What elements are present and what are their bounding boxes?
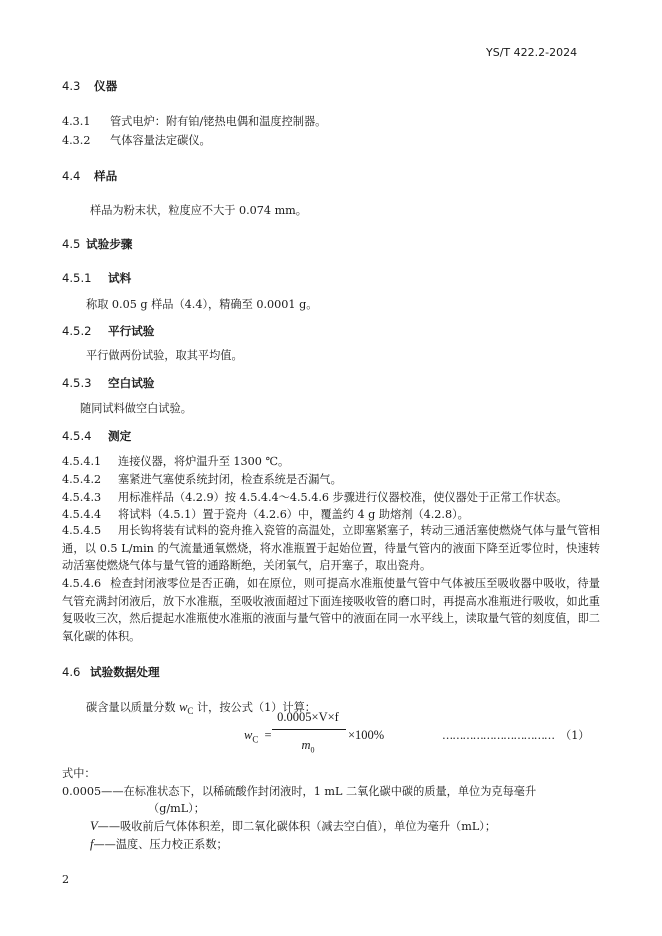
clause-4-5-4-1	[62, 454, 289, 470]
section-title: 样品	[94, 169, 118, 183]
clause-4-5-4-2	[62, 472, 342, 488]
clause-number: 4.3.2	[62, 134, 91, 147]
section-title: 试验步骤	[86, 237, 133, 251]
section-number: 4.6	[62, 665, 81, 679]
clause-4-5-4-6	[62, 575, 600, 645]
definition-text: 吸收前后气体体积差，即二氧化碳体积（减去空白值），单位为毫升（mL）；	[120, 820, 497, 833]
subsection-heading-4-5-2	[62, 323, 154, 339]
clause-4-5-4-5	[62, 522, 600, 575]
definition-text: 温度、压力校正系数；	[115, 838, 228, 851]
formula-denominator	[270, 738, 346, 755]
definition-dash: ——	[97, 820, 121, 833]
subsection-title: 空白试验	[108, 376, 155, 390]
subsection-title: 平行试验	[108, 324, 155, 338]
definition-f	[90, 836, 228, 853]
section-heading-4-5	[62, 236, 132, 252]
clause-number: 4.5.4.6	[62, 577, 102, 590]
clause-text: 气体容量法定碳仪。	[110, 134, 211, 147]
section-title: 试验数据处理	[90, 665, 160, 679]
clause-text: 管式电炉：附有铂/铑热电偶和温度控制器。	[110, 115, 327, 128]
clause-text: 连接仪器，将炉温升至 1300 ℃。	[118, 455, 290, 468]
formula-denominator-variable: m	[301, 738, 311, 752]
clause-4-3-1	[62, 114, 326, 130]
section-heading-4-6	[62, 664, 160, 680]
section-number: 4.4	[62, 169, 81, 183]
clause-text: 将试料（4.5.1）置于瓷舟（4.2.6）中，覆盖约 4 g 助熔剂（4.2.8）。	[118, 508, 469, 521]
subsection-heading-4-5-1	[62, 270, 131, 286]
section-title: 仪器	[94, 79, 118, 93]
definition-0-0005-continued: （g/mL）；	[148, 802, 205, 815]
section-heading-4-3	[62, 78, 117, 94]
formula-number: （1）	[560, 729, 590, 742]
intro-variable-subscript: C	[187, 706, 194, 717]
definition-symbol: f	[90, 837, 94, 851]
subsection-number: 4.5.4	[62, 429, 92, 443]
definition-symbol: V	[90, 819, 98, 833]
intro-variable: w	[179, 700, 188, 714]
definition-v	[90, 818, 496, 835]
clause-number: 4.5.4.3	[62, 491, 102, 504]
subsection-title: 试料	[108, 271, 132, 285]
clause-number: 4.5.4.4	[62, 508, 102, 521]
clause-text: 检查封闭液零位是否正确，如在原位，则可提高水准瓶使量气管中气体被压至吸收器中吸收，待量气管充满封闭液后，放下水准瓶，至吸收液面超过下面连接吸收管的磨口时，再提高水准瓶进行吸收，如此重复吸收三次，然后提起水准瓶使水准瓶的液面与量气管中的液面在同一水平线上，读取量气管的刻度值，即二氧化碳的体积。	[62, 577, 600, 643]
definition-text: 在标准状态下，以稀硫酸作封闭液时，1 mL 二氧化碳中碳的质量，单位为克每毫升	[123, 785, 537, 798]
section-number: 4.5	[62, 237, 81, 251]
subsection-heading-4-5-3	[62, 375, 154, 391]
clause-text: 用长钩将装有试料的瓷舟推入瓷管的高温处，立即塞紧塞子，转动三通活塞使燃烧气体与量气管相通，以 0.5 L/min 的气流量通氧燃烧，将水准瓶置于起始位置，待量气管内的液面下降至近零位时，快速转动活塞使燃烧气体与量气管的通路断绝，关闭氧气，启开塞子，取出瓷舟。	[62, 524, 600, 572]
formula-lhs-subscript: C	[252, 734, 259, 745]
formula-denominator-subscript: 0	[310, 745, 315, 755]
where-label: 式中：	[62, 767, 96, 780]
subsection-heading-4-5-4	[62, 428, 131, 444]
formula-lhs-variable: w	[244, 728, 253, 742]
fraction-bar	[272, 729, 346, 730]
formula-leader-dots: ……………………………	[442, 729, 555, 742]
clause-number: 4.5.4.2	[62, 473, 102, 486]
formula-numerator: 0.0005×V×f	[277, 710, 339, 724]
subsection-number: 4.5.2	[62, 324, 92, 338]
section-number: 4.3	[62, 79, 81, 93]
subsection-number: 4.5.3	[62, 376, 92, 390]
clause-text: 用标准样品（4.2.9）按 4.5.4.4～4.5.4.6 步骤进行仪器校准，使仪器处于正常工作状态。	[118, 491, 568, 504]
subsection-number: 4.5.1	[62, 271, 92, 285]
clause-number: 4.5.4.5	[62, 524, 102, 537]
subsection-title: 测定	[108, 429, 132, 443]
parallel-test-text: 平行做两份试验，取其平均值。	[86, 349, 243, 362]
intro-text-a: 碳含量以质量分数	[86, 701, 180, 714]
page-number: 2	[62, 873, 70, 886]
test-portion-text: 称取 0.05 g 样品（4.4），精确至 0.0001 g。	[86, 298, 318, 311]
section-heading-4-4	[62, 168, 117, 184]
sample-text: 样品为粉末状，粒度应不大于 0.074 mm。	[90, 204, 307, 217]
definition-symbol: 0.0005	[62, 785, 102, 798]
formula-equals: =	[264, 728, 272, 742]
clause-number: 4.5.4.1	[62, 455, 102, 468]
formula-lhs	[244, 728, 272, 745]
clause-4-5-4-4	[62, 507, 469, 523]
definition-dash: ——	[101, 785, 124, 798]
document-id: YS/T 422.2-2024	[486, 46, 578, 59]
blank-test-text: 随同试料做空白试验。	[80, 402, 192, 415]
clause-4-3-2	[62, 133, 211, 149]
formula-percent-factor: ×100%	[348, 728, 385, 742]
clause-text: 塞紧进气塞使系统封闭，检查系统是否漏气。	[118, 473, 342, 486]
definition-0-0005	[62, 784, 536, 800]
intro-text-b: 计，按公式（1）计算：	[193, 701, 316, 714]
definition-dash: ——	[93, 838, 116, 851]
clause-number: 4.3.1	[62, 115, 91, 128]
clause-4-5-4-3	[62, 490, 568, 506]
